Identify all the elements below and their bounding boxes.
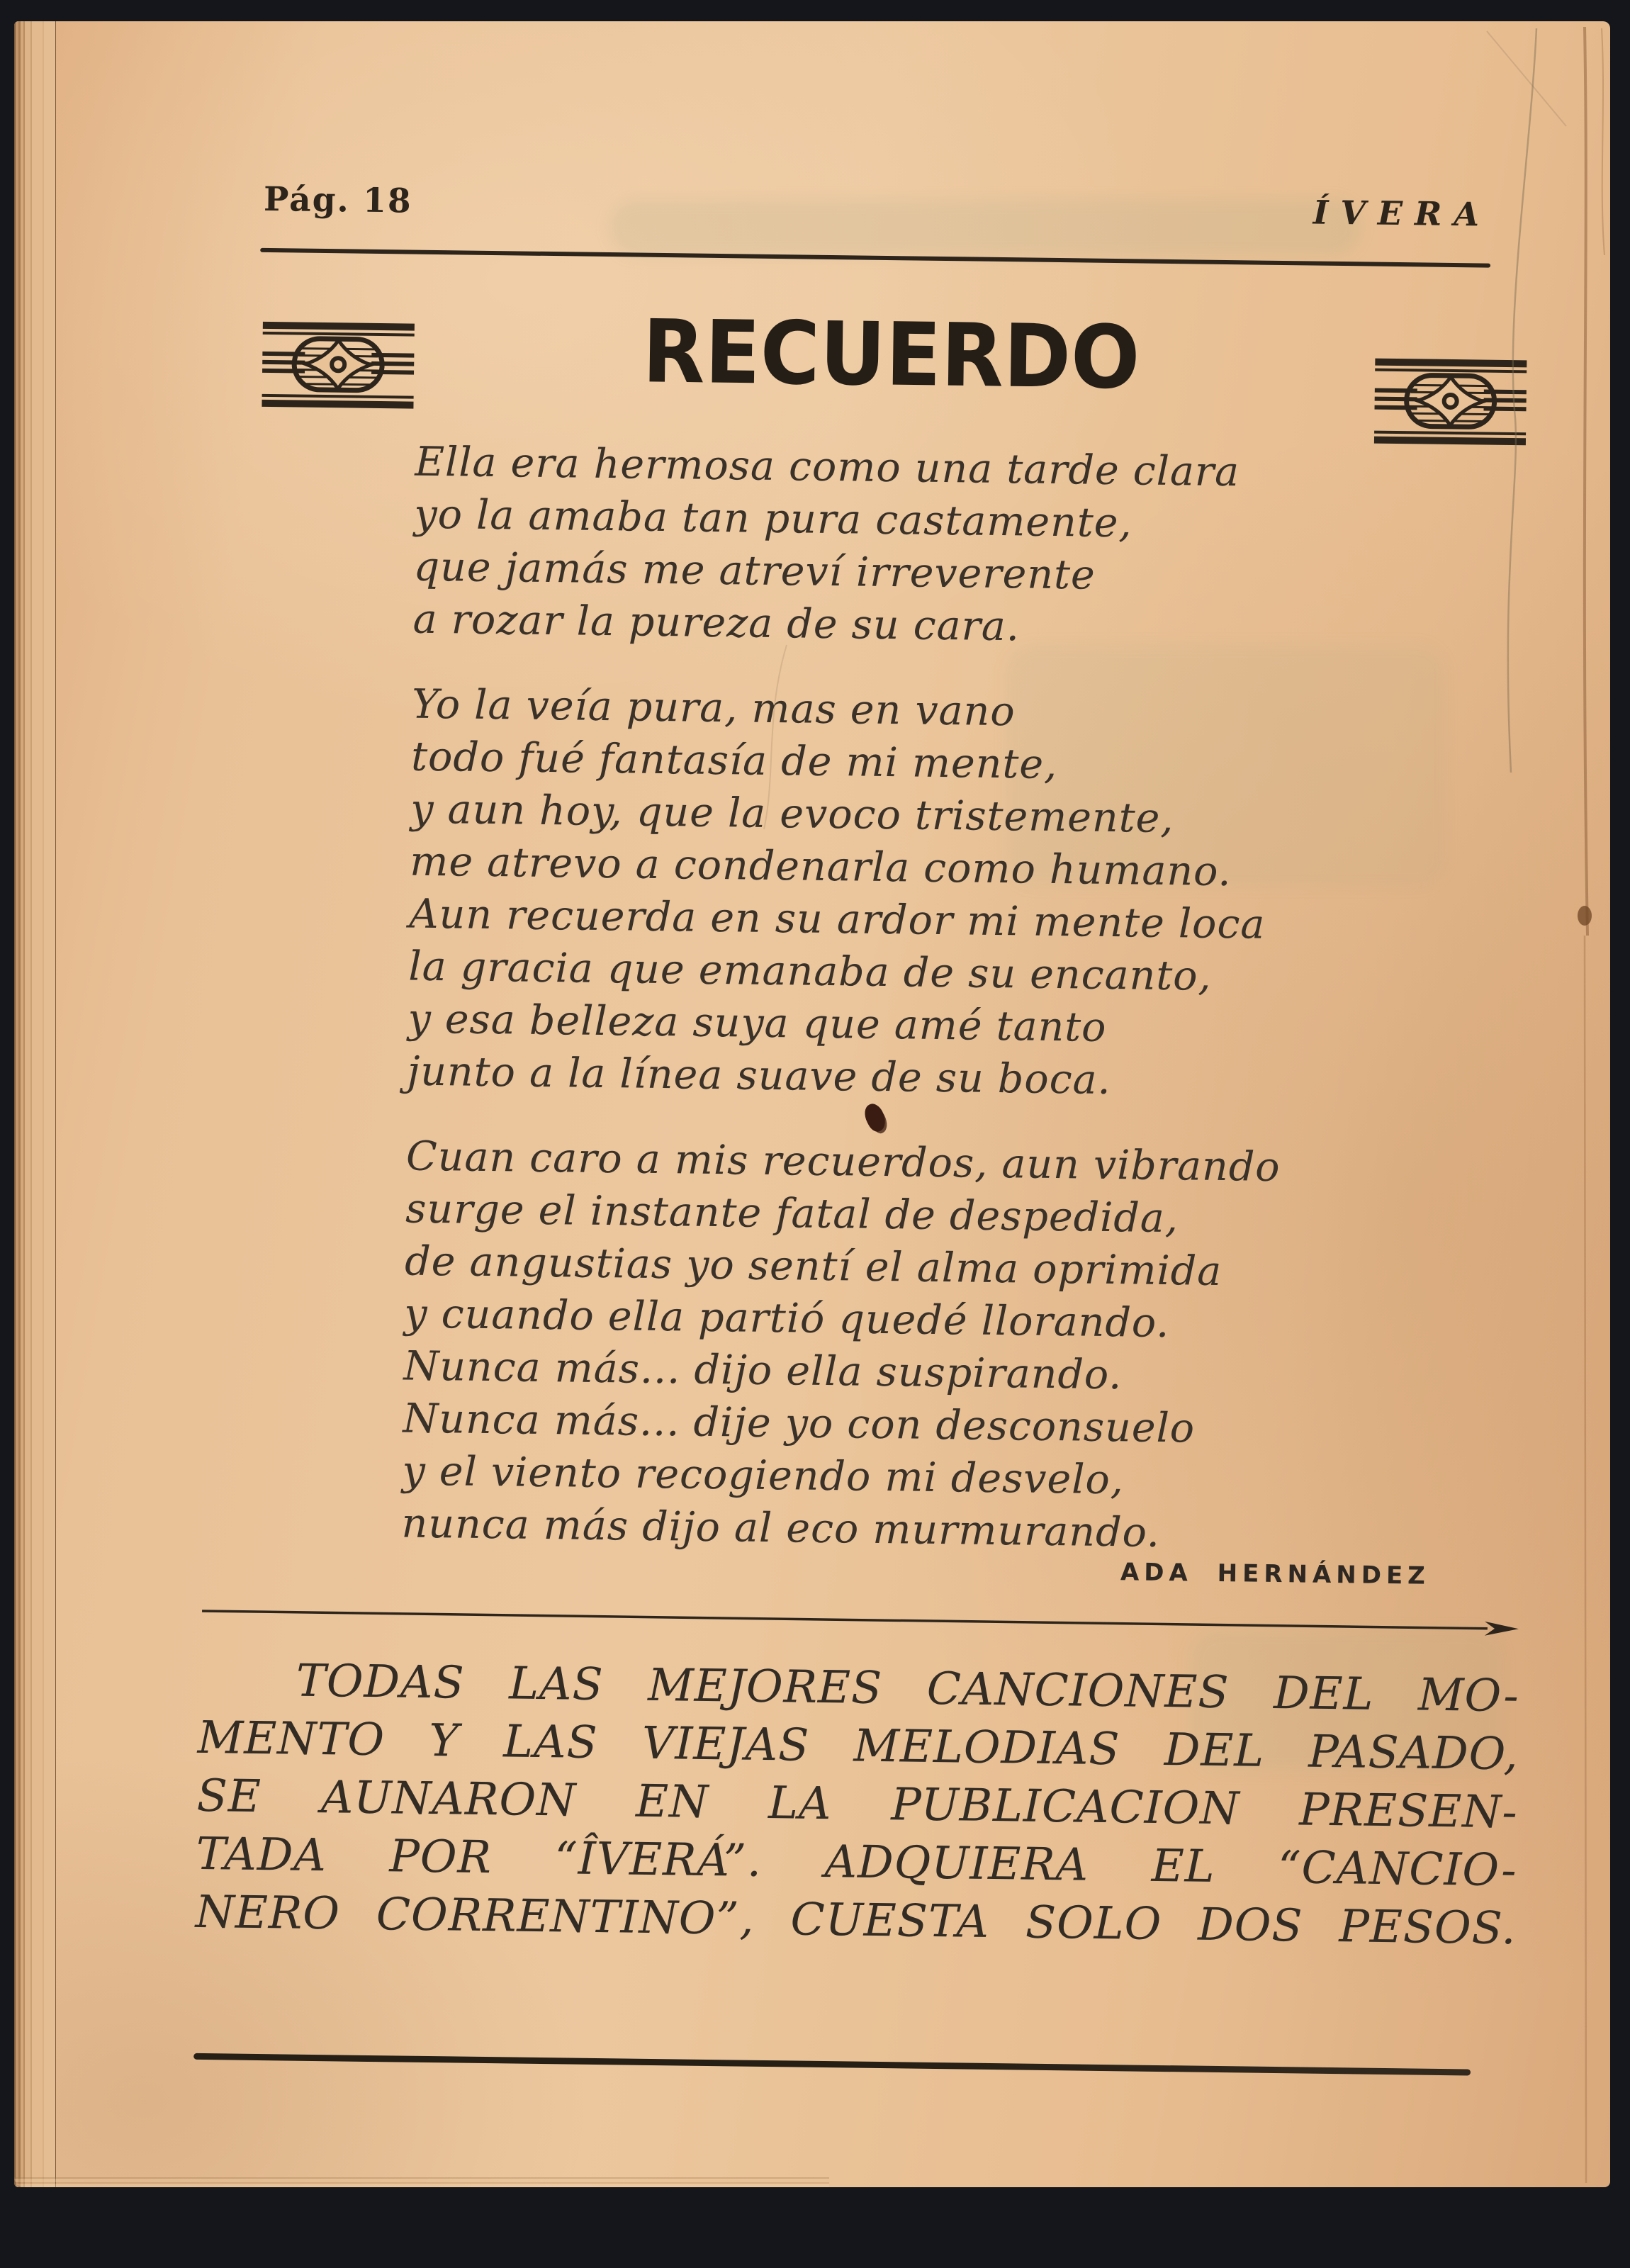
poem-line: a rozar la pureza de su cara.: [412, 595, 1021, 651]
poem-line: todo fué fantasía de mi mente,: [410, 733, 1058, 789]
poem-line: nunca más dijo al eco murmurando.: [401, 1500, 1161, 1556]
poem-stanza: [412, 436, 1365, 658]
page-number: Pág. 18: [263, 179, 412, 221]
poem-line: y esa belleza suya que amé tanto: [408, 995, 1107, 1051]
poem-line: de angustias yo sentí el alma oprimida: [404, 1237, 1222, 1296]
magazine-page: [14, 21, 1610, 2187]
poem-title: RECUERDO: [641, 300, 1141, 409]
poem-line: junto a la línea suave de su boca.: [407, 1048, 1112, 1104]
poem-line: Nunca más... dijo ella suspirando.: [403, 1342, 1123, 1399]
ad-line: NERO CORRENTINO”, CUESTA SOLO DOS PESOS.: [195, 1885, 1517, 1955]
ad-line: MENTO Y LAS VIEJAS MELODIAS DEL PASADO,: [197, 1711, 1519, 1780]
poem-line: y el viento recogiendo mi desvelo,: [402, 1447, 1125, 1504]
poem-stanza: [407, 678, 1361, 1110]
poem-line: Nunca más... dije yo con desconsuelo: [403, 1395, 1196, 1452]
poem-body: [401, 436, 1365, 1562]
poem-stanza: [401, 1130, 1356, 1562]
ornament-left: [261, 319, 415, 412]
header-rule: [260, 248, 1490, 268]
ad-line: TODAS LAS MEJORES CANCIONES DEL MO-: [296, 1654, 1520, 1722]
poem-line: Yo la veía pura, mas en vano: [411, 680, 1016, 736]
poem-line: y cuando ella partió quedé llorando.: [403, 1290, 1170, 1347]
ornament-right: [1373, 356, 1528, 449]
poem-line: Cuan caro a mis recuerdos, aun vibrando: [405, 1133, 1281, 1191]
poem-line: y aun hoy, que la evoco tristemente,: [410, 785, 1174, 843]
bottom-rule: [193, 2053, 1471, 2076]
advertisement: [195, 1651, 1519, 1958]
poem-line: que jamás me atreví irreverente: [413, 543, 1096, 599]
poem-line: Ella era hermosa como una tarde clara: [415, 438, 1240, 496]
poem-line: yo la amaba tan pura castamente,: [414, 490, 1133, 547]
ad-line: TADA POR “ÎVERÁ”. ADQUIERA EL “CANCIO-: [196, 1827, 1518, 1897]
masthead-title: ÍVERA: [1313, 193, 1492, 234]
poem-line: me atrevo a condenarla como humano.: [409, 838, 1232, 896]
poem-line: surge el instante fatal de despedida,: [405, 1185, 1179, 1242]
poem-author: ADA HERNÁNDEZ: [1120, 1558, 1431, 1590]
page-header: [263, 179, 1492, 234]
poem-line: Aun recuerda en su ardor mi mente loca: [409, 890, 1266, 948]
poem-line: la gracia que emanaba de su encanto,: [408, 943, 1213, 1000]
ad-line: SE AUNARON EN LA PUBLICACION PRESEN-: [196, 1769, 1519, 1838]
divider-arrow-rule: [201, 1602, 1520, 1640]
printed-content: [14, 21, 1610, 2187]
